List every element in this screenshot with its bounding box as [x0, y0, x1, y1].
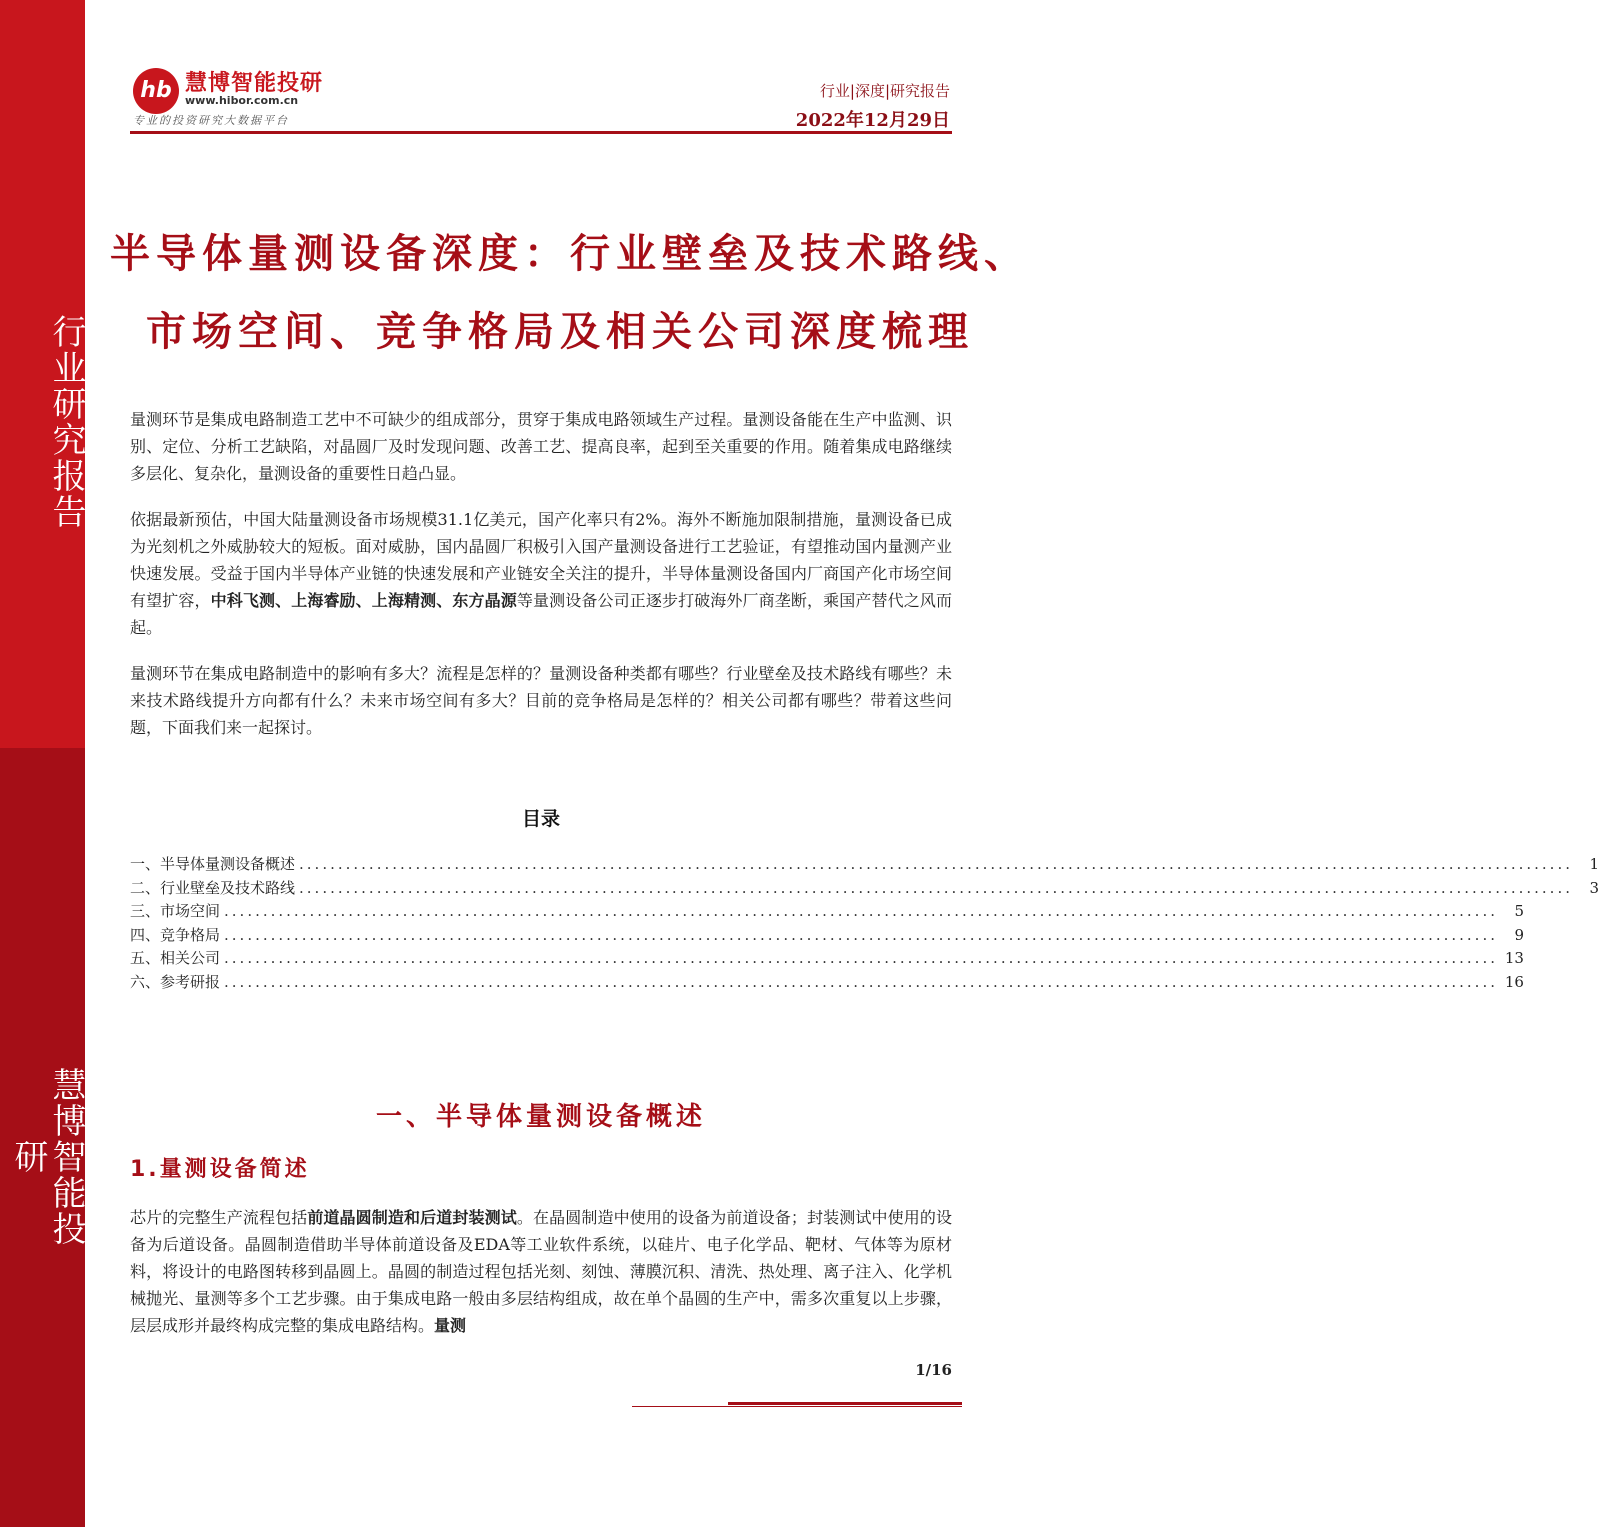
intro-paragraph-1: 量测环节是集成电路制造工艺中不可缺少的组成部分，贯穿于集成电路领域生产过程。量测设备能在生产中监测、识别、定位、分析工艺缺陷，对晶圆厂及时发现问题、改善工艺、提高良率，起到至关重要的作用。随着集成电路继续多层化、复杂化，量测设备的重要性日趋凸显。: [130, 410, 952, 483]
toc-item[interactable]: [130, 853, 1599, 877]
toc-item[interactable]: [130, 947, 1524, 971]
toc-leader-dots: ....................................................................................................................................................................: [224, 925, 1498, 944]
brand-logo[interactable]: [133, 64, 333, 128]
intro-p2-text-b: 等量测设备公司正逐步打破海外厂商垄断，乘国产替代之风而起。: [130, 591, 952, 637]
toc-item-page: 5: [1514, 902, 1524, 920]
toc-item-page: 13: [1504, 949, 1524, 967]
toc-item-label: 一、半导体量测设备概述: [130, 855, 296, 873]
toc-leader-dots: ....................................................................................................................................................................: [299, 855, 1573, 873]
section-p-text-b: 。在晶圆制造中使用的设备为前道设备；封装测试中使用的设备为后道设备。晶圆制造借助半导体前道设备及EDA等工业软件系统，以硅片、电子化学品、靶材、气体等为原材料，将设计的电路图转移到晶圆上。晶圆的制造过程包括光刻、刻蚀、薄膜沉积、清洗、热处理、离子注入、化学机械抛光、量测等多个工艺步骤。由于集成电路一般由多层结构组成，故在单个晶圆的生产中，需多次重复以上步骤，层层成形并最终构成完整的集成电路结构。: [130, 1208, 952, 1335]
toc-item-label: 六、参考研报: [130, 972, 221, 991]
header-divider: [130, 131, 952, 134]
footer-divider-thin: [632, 1406, 962, 1407]
toc-leader-dots: ....................................................................................................................................................................: [224, 972, 1498, 991]
toc-item-label: 五、相关公司: [130, 949, 221, 967]
toc-item[interactable]: [130, 900, 1524, 924]
intro-paragraph-2: [130, 506, 952, 641]
sidebar-label-report-type: 行业研究报告: [46, 314, 86, 530]
toc-item-page: 3: [1589, 878, 1599, 897]
toc-leader-dots: ....................................................................................................................................................................: [224, 902, 1498, 920]
report-title-line-2: 市场空间、竞争格局及相关公司深度梳理: [146, 309, 974, 355]
intro-paragraph-3: 量测环节在集成电路制造中的影响有多大？流程是怎样的？量测设备种类都有哪些？行业壁垒及技术路线有哪些？未来技术路线提升方向都有什么？未来市场空间有多大？目前的竞争格局是怎样的？相关公司都有哪些？带着这些问题，下面我们来一起探讨。: [130, 664, 952, 737]
page-number: 1/16: [915, 1361, 952, 1379]
toc-item[interactable]: [130, 924, 1524, 948]
intro-p2-text-a: 依据最新预估，中国大陆量测设备市场规模31.1亿美元，国产化率只有2%。海外不断施加限制措施，量测设备已成为光刻机之外威胁较大的短板。面对威胁，国内晶圆厂积极引入国产量测设备进行工艺验证，有望推动国内量测产业快速发展。受益于国内半导体产业链的快速发展和产业链安全关注的提升，半导体量测设备国内厂商国产化市场空间有望扩容，: [130, 510, 952, 610]
toc-item-label: 三、市场空间: [130, 902, 221, 920]
logo-mark-icon: hb: [133, 68, 179, 114]
sidebar-label-brand: 慧博智能投研: [8, 1067, 86, 1247]
logo-slogan: 专业的投资研究大数据平台: [133, 114, 289, 127]
section-p-text-a: 芯片的完整生产流程包括: [130, 1208, 308, 1227]
table-of-contents: [130, 853, 1599, 994]
toc-leader-dots: ....................................................................................................................................................................: [299, 878, 1573, 897]
logo-url: www.hibor.com.cn: [185, 94, 299, 107]
section-heading: 一、半导体量测设备概述: [375, 1102, 706, 1132]
subsection-heading: 1.量测设备简述: [130, 1157, 310, 1182]
toc-item[interactable]: [130, 877, 1599, 901]
section-p-bold-b: 量测: [434, 1316, 467, 1335]
toc-item-page: 16: [1504, 972, 1524, 991]
report-date: 2022年12月29日: [795, 110, 950, 131]
section-paragraph: [130, 1204, 952, 1339]
section-p-bold-a: 前道晶圆制造和后道封装测试: [307, 1208, 517, 1227]
toc-item-page: 1: [1589, 855, 1599, 873]
logo-name: 慧博智能投研: [185, 71, 324, 96]
toc-heading: 目录: [521, 808, 560, 830]
report-category: 行业|深度|研究报告: [819, 82, 950, 100]
report-title-line-1: 半导体量测设备深度：行业壁垒及技术路线、: [110, 231, 1030, 277]
footer-divider-thick: [728, 1402, 962, 1405]
toc-item[interactable]: [130, 971, 1524, 995]
toc-leader-dots: ....................................................................................................................................................................: [224, 949, 1498, 967]
toc-item-label: 四、竞争格局: [130, 925, 221, 944]
toc-item-page: 9: [1514, 925, 1524, 944]
intro-p2-companies: 中科飞测、上海睿励、上海精测、东方晶源: [210, 591, 517, 610]
toc-item-label: 二、行业壁垒及技术路线: [130, 878, 296, 897]
